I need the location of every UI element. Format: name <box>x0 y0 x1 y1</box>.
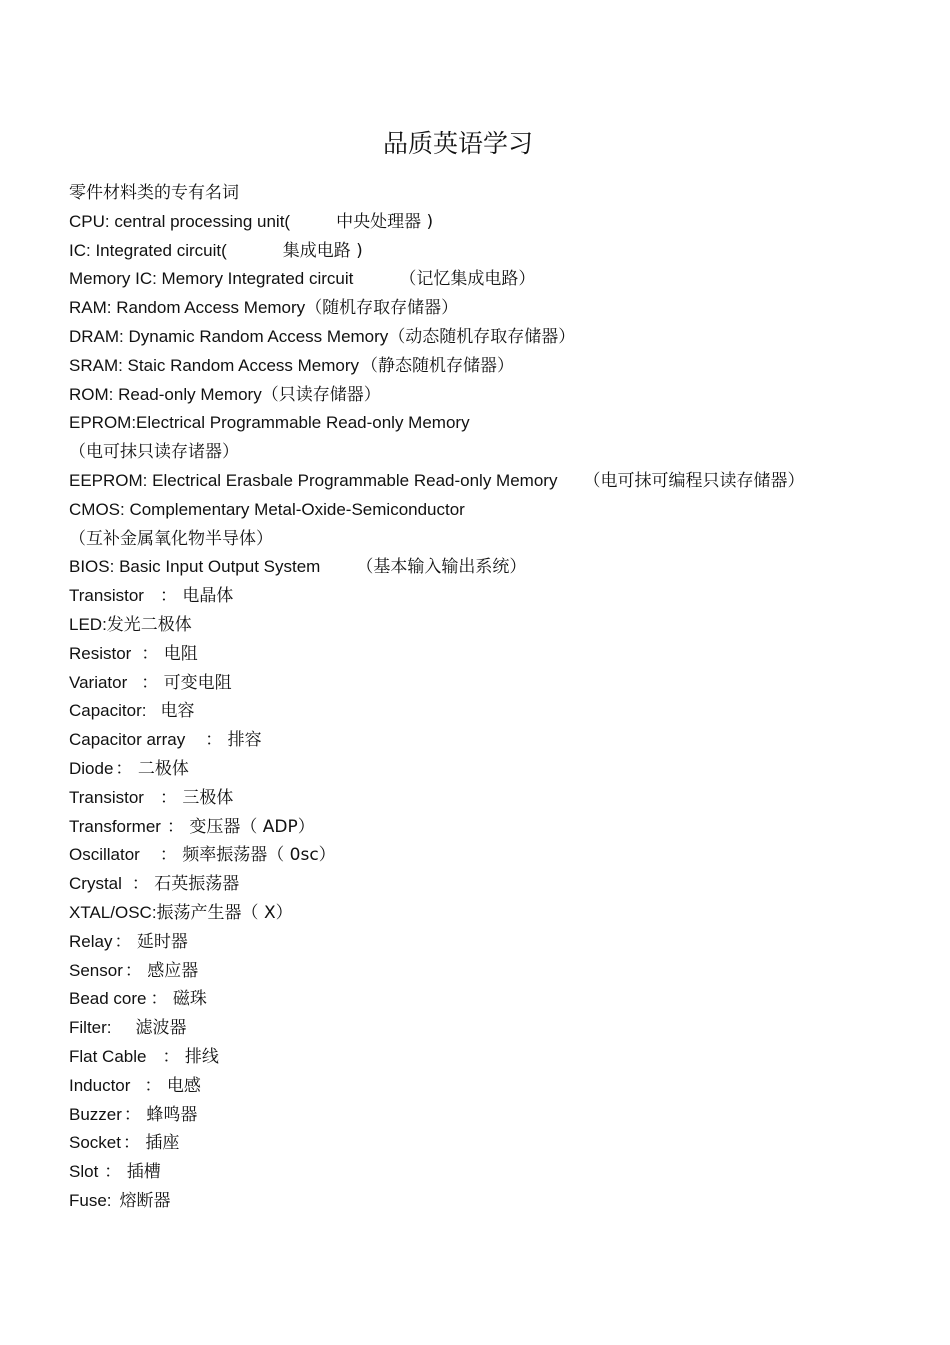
term-english: SRAM: Staic Random Access Memory <box>69 355 360 375</box>
term-chinese: 滤波器 <box>135 1018 187 1039</box>
term-line <box>69 784 929 813</box>
term-english: XTAL/OSC: <box>69 902 157 922</box>
term-line <box>69 1072 929 1101</box>
term-english: Crystal <box>69 874 122 894</box>
term-chinese: ： 延时器 <box>114 931 188 952</box>
term-line <box>69 1158 929 1187</box>
term-chinese: ： 石英振荡器 <box>131 874 240 895</box>
term-line <box>69 669 929 698</box>
term-line <box>69 1129 929 1158</box>
term-line <box>69 985 929 1014</box>
term-line <box>69 525 929 554</box>
page-title: 品质英语学习 <box>382 129 533 158</box>
term-english: LED:发光二极体 <box>69 614 192 634</box>
term-line <box>69 179 929 208</box>
term-chinese: 集成电路 ) <box>282 240 363 261</box>
term-chinese: ： 排线 <box>162 1046 219 1067</box>
term-chinese: 振荡产生器（ X） <box>156 902 293 923</box>
term-line <box>69 899 929 928</box>
term-english: CMOS: Complementary Metal-Oxide-Semiconductor <box>69 499 465 519</box>
term-chinese: （基本输入输出系统） <box>356 557 527 578</box>
term-english: Oscillator <box>69 845 140 865</box>
term-line <box>69 467 929 496</box>
term-line <box>69 582 929 611</box>
term-chinese: ： 排容 <box>205 730 262 751</box>
term-line <box>69 928 929 957</box>
term-chinese: 电容 <box>160 701 195 722</box>
term-english: IC: Integrated circuit( <box>69 240 227 260</box>
term-chinese: （随机存取存储器） <box>305 298 459 319</box>
term-line <box>69 553 929 582</box>
term-english: Socket <box>69 1133 121 1153</box>
term-line <box>69 1043 929 1072</box>
term-line <box>69 697 929 726</box>
term-chinese: ： 磁珠 <box>150 989 207 1010</box>
term-line <box>69 1101 929 1130</box>
term-english: BIOS: Basic Input Output System <box>69 557 321 577</box>
term-english: Variator <box>69 672 128 692</box>
term-chinese: 中央处理器 ) <box>336 211 434 232</box>
term-english: Fuse: <box>69 1190 112 1210</box>
term-chinese: （只读存储器） <box>261 384 381 405</box>
term-chinese: （记忆集成电路） <box>399 269 536 290</box>
term-english: Flat Cable <box>69 1046 147 1066</box>
term-line <box>69 957 929 986</box>
term-chinese: ： 蜂鸣器 <box>123 1104 198 1125</box>
term-english: Bead core <box>69 989 147 1009</box>
term-english: （互补金属氧化物半导体） <box>69 528 273 548</box>
term-english: Filter: <box>69 1018 112 1038</box>
term-list <box>69 179 929 1216</box>
term-english: CPU: central processing unit( <box>69 211 291 231</box>
term-chinese: 熔断器 <box>119 1190 171 1211</box>
term-english: Relay <box>69 931 113 951</box>
term-english: Transistor <box>69 586 144 606</box>
term-line <box>69 237 929 266</box>
term-line <box>69 726 929 755</box>
term-line <box>69 1187 929 1216</box>
term-chinese: （静态随机存储器） <box>361 355 515 376</box>
term-english: Resistor <box>69 643 132 663</box>
term-english: Capacitor: <box>69 701 147 721</box>
term-chinese: ： 电阻 <box>141 643 198 664</box>
term-english: （电可抹只读存诸器） <box>69 442 239 462</box>
term-line <box>69 352 929 381</box>
term-line <box>69 208 929 237</box>
term-chinese: ： 三极体 <box>159 787 234 808</box>
term-english: Transistor <box>69 787 144 807</box>
term-english: Capacitor array <box>69 730 186 750</box>
term-english: 零件材料类的专有名词 <box>69 183 239 202</box>
term-line <box>69 640 929 669</box>
term-chinese: ： 电感 <box>144 1075 201 1096</box>
term-english: DRAM: Dynamic Random Access Memory <box>69 326 389 346</box>
term-english: Diode <box>69 758 114 778</box>
term-english: Transformer <box>69 816 161 836</box>
term-chinese: （动态随机存取存储器） <box>388 326 576 347</box>
term-line <box>69 294 929 323</box>
term-line <box>69 611 929 640</box>
term-chinese: ： 二极体 <box>115 758 189 779</box>
term-line <box>69 496 929 525</box>
term-line <box>69 409 929 438</box>
term-line <box>69 841 929 870</box>
term-english: RAM: Random Access Memory <box>69 298 306 318</box>
term-line <box>69 1014 929 1043</box>
term-chinese: ： 频率振荡器（ 0sc） <box>159 845 336 866</box>
term-line <box>69 323 929 352</box>
term-chinese: （电可抹可编程只读存储器） <box>583 470 805 491</box>
term-english: Slot <box>69 1162 99 1182</box>
term-english: Inductor <box>69 1075 131 1095</box>
term-chinese: ： 变压器（ ADP） <box>166 816 315 837</box>
term-line <box>69 755 929 784</box>
term-line <box>69 265 929 294</box>
term-chinese: ： 插座 <box>122 1133 180 1154</box>
term-chinese: ： 电晶体 <box>159 586 234 607</box>
term-line <box>69 438 929 467</box>
term-english: EPROM:Electrical Programmable Read-only Memory <box>69 413 470 433</box>
term-line <box>69 813 929 842</box>
term-english: EEPROM: Electrical Erasbale Programmable Read-only Memory <box>69 470 558 490</box>
term-chinese: ： 插槽 <box>104 1162 161 1183</box>
term-chinese: ： 可变电阻 <box>141 672 232 693</box>
term-line <box>69 381 929 410</box>
term-english: Buzzer <box>69 1104 122 1124</box>
term-chinese: ： 感应器 <box>124 960 199 981</box>
term-english: ROM: Read-only Memory <box>69 384 262 404</box>
term-english: Sensor <box>69 960 123 980</box>
term-line <box>69 870 929 899</box>
term-english: Memory IC: Memory Integrated circuit <box>69 269 354 289</box>
